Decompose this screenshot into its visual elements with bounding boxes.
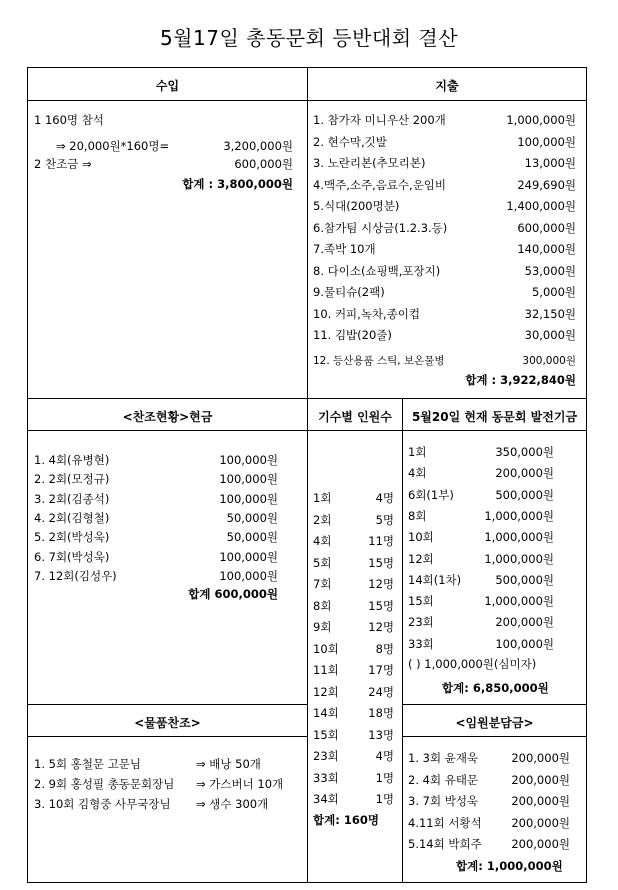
attendance-class: 14회 (313, 706, 339, 720)
sponsor-item-amount: 100,000원 (219, 491, 278, 506)
fund-amount: 100,000원 (495, 636, 554, 651)
attendance-class: 8회 (313, 598, 332, 613)
officers-header: <임원분담금> (455, 716, 534, 730)
expense-item-amount: 140,000원 (517, 242, 576, 256)
officer-item-amount: 200,000원 (511, 772, 570, 787)
attendance-class: 9회 (313, 620, 332, 634)
attendance-total: 합계: 160명 (313, 813, 379, 827)
income-line: 1 160명 참석 (34, 113, 104, 127)
expense-item-label: 1. 참가자 미니우산 200개 (313, 113, 446, 127)
attendance-class: 11회 (313, 663, 339, 677)
expense-item-label: 9.물티슈(2팩) (313, 285, 385, 299)
expense-item-label: 5.식대(200명분) (313, 199, 400, 213)
attendance-class: 15회 (313, 727, 339, 742)
goods-item-name: ⇒ 배낭 50개 (196, 757, 261, 771)
sponsor-item-label: 6. 7회(박성욱) (34, 549, 110, 564)
expense-header: 지출 (435, 79, 459, 93)
attendance-class: 2회 (313, 512, 332, 527)
divider (307, 398, 308, 882)
sponsor-item-label: 3. 2회(김종석) (34, 491, 110, 506)
officer-item-label: 4.11회 서황석 (408, 815, 482, 830)
divider (28, 736, 307, 737)
sponsor-item-amount: 50,000원 (226, 530, 278, 545)
sponsorship-header: <찬조현황>현금 (122, 410, 213, 424)
attendance-count: 15명 (368, 555, 394, 570)
income-amount: 3,200,000원 (223, 139, 293, 153)
attendance-header: 기수별 인원수 (318, 410, 392, 424)
expense-item-label: 8. 다이소(쇼핑백,포장지) (313, 263, 441, 278)
fund-amount: 200,000원 (495, 466, 554, 481)
expense-item-amount: 100,000원 (517, 134, 576, 149)
settlement-table (27, 67, 587, 883)
officer-item-label: 5.14회 박희주 (408, 837, 482, 851)
divider (402, 736, 586, 737)
fund-class: 10회 (408, 530, 434, 545)
goods-item-name: ⇒ 생수 300개 (196, 797, 269, 811)
attendance-class: 1회 (313, 491, 332, 505)
attendance-count: 4명 (375, 491, 394, 505)
income-line: 2 찬조금 ⇒ (34, 157, 92, 171)
fund-class: 12회 (408, 551, 434, 566)
expense-item-amount: 53,000원 (524, 263, 576, 278)
divider (402, 704, 586, 705)
fund-pending: ( ) 1,000,000원(심미자) (408, 657, 537, 671)
officer-item-amount: 200,000원 (511, 815, 570, 830)
attendance-count: 17명 (368, 663, 394, 677)
sponsor-item-amount: 100,000원 (219, 453, 278, 467)
attendance-count: 24명 (368, 684, 394, 699)
fund-class: 1회 (408, 445, 427, 459)
attendance-count: 15명 (368, 598, 394, 613)
attendance-count: 4명 (375, 749, 394, 763)
fund-amount: 500,000원 (495, 572, 554, 587)
attendance-count: 1명 (375, 792, 394, 806)
expense-item-label: 4.맥주,소주,음료수,운임비 (313, 177, 447, 192)
fund-class: 15회 (408, 594, 434, 609)
fund-amount: 500,000원 (495, 487, 554, 502)
goods-item-label: 3. 10회 김형중 사무국장님 (34, 797, 171, 811)
officer-item-label: 1. 3회 윤재욱 (408, 751, 479, 765)
goods-item-label: 1. 5회 홍철문 고문님 (34, 757, 142, 771)
page-title: 5월17일 총동문회 등반대회 결산 (159, 26, 459, 50)
expense-item-label: 10. 커피,녹차,종이컵 (313, 306, 421, 321)
expense-item-label: 2. 현수막,깃발 (313, 134, 387, 149)
fund-amount: 1,000,000원 (484, 594, 554, 609)
fund-total: 합계: 6,850,000원 (442, 681, 549, 695)
sponsor-item-amount: 100,000원 (219, 549, 278, 564)
sponsor-item-label: 1. 4회(유병현) (34, 453, 110, 467)
officer-item-amount: 200,000원 (511, 837, 570, 851)
attendance-count: 11명 (368, 534, 394, 548)
divider (28, 704, 307, 705)
income-amount: 600,000원 (234, 157, 293, 171)
expense-item-amount: 13,000원 (524, 156, 576, 170)
expense-item-amount: 1,000,000원 (506, 113, 576, 127)
fund-class: 23회 (408, 615, 434, 630)
attendance-count: 5명 (375, 512, 394, 527)
fund-class: 4회 (408, 466, 427, 481)
divider (402, 398, 403, 882)
attendance-count: 12명 (368, 577, 394, 591)
sponsor-item-label: 2. 2회(모정규) (34, 472, 110, 487)
attendance-count: 12명 (368, 620, 394, 634)
expense-item-label: 11. 김밥(20줄) (313, 328, 392, 342)
expense-item-label: 6.참가팀 시상금(1.2.3.등) (313, 220, 448, 235)
sponsor-item-label: 5. 2회(박성욱) (34, 530, 110, 545)
income-header: 수입 (155, 79, 180, 93)
goods-item-label: 2. 9회 홍성필 총동문회장님 (34, 777, 175, 791)
fund-amount: 350,000원 (495, 445, 554, 459)
attendance-class: 10회 (313, 641, 339, 656)
expense-item-amount: 300,000원 (522, 354, 576, 367)
fund-amount: 1,000,000원 (484, 508, 554, 523)
divider (307, 68, 308, 398)
fund-amount: 1,000,000원 (484, 551, 554, 566)
expense-item-amount: 600,000원 (517, 220, 576, 235)
sponsor-item-label: 7. 12회(김성우) (34, 568, 117, 583)
sponsor-item-label: 4. 2회(김형철) (34, 510, 110, 525)
expense-item-amount: 249,690원 (517, 177, 576, 192)
expense-item-label: 7.족박 10개 (313, 242, 376, 256)
attendance-class: 7회 (313, 577, 332, 591)
attendance-class: 23회 (313, 749, 339, 763)
goods-item-name: ⇒ 가스버너 10개 (196, 777, 284, 791)
officer-item-amount: 200,000원 (511, 794, 570, 808)
attendance-class: 5회 (313, 555, 332, 570)
attendance-class: 33회 (313, 770, 339, 785)
officer-item-label: 3. 7회 박성욱 (408, 794, 479, 808)
fund-class: 8회 (408, 508, 427, 523)
officers-total: 합계: 1,000,000원 (456, 859, 563, 873)
fund-class: 14회(1차) (408, 572, 462, 587)
expense-item-label: 12. 등산용품 스틱, 보온물병 (313, 354, 445, 367)
sponsorship-total: 합계 600,000원 (188, 587, 278, 601)
fund-amount: 200,000원 (495, 615, 554, 630)
expense-item-amount: 30,000원 (524, 328, 576, 342)
fund-class: 33회 (408, 636, 434, 651)
attendance-class: 12회 (313, 684, 339, 699)
attendance-class: 4회 (313, 534, 332, 548)
sponsor-item-amount: 100,000원 (219, 472, 278, 487)
expense-item-label: 3. 노란리본(추모리본) (313, 156, 426, 170)
income-line: ⇒ 20,000원*160명= (56, 139, 170, 153)
fund-amount: 1,000,000원 (484, 530, 554, 545)
expense-item-amount: 1,400,000원 (506, 199, 576, 213)
attendance-count: 13명 (368, 727, 394, 742)
attendance-count: 1명 (375, 770, 394, 785)
attendance-count: 18명 (368, 706, 394, 720)
expense-item-amount: 5,000원 (531, 285, 576, 299)
attendance-count: 8명 (375, 641, 394, 656)
income-total: 합계 : 3,800,000원 (182, 177, 293, 191)
attendance-class: 34회 (313, 792, 339, 806)
expense-total: 합계 : 3,922,840원 (465, 373, 576, 387)
goods-header: <물품찬조> (134, 716, 201, 730)
fund-class: 6회(1부) (408, 487, 454, 502)
officer-item-label: 2. 4회 유태문 (408, 772, 479, 787)
officer-item-amount: 200,000원 (511, 751, 570, 765)
sponsor-item-amount: 100,000원 (219, 568, 278, 583)
expense-item-amount: 32,150원 (524, 306, 576, 321)
fund-header: 5월20일 현재 동문회 발전기금 (411, 410, 578, 424)
sponsor-item-amount: 50,000원 (226, 510, 278, 525)
